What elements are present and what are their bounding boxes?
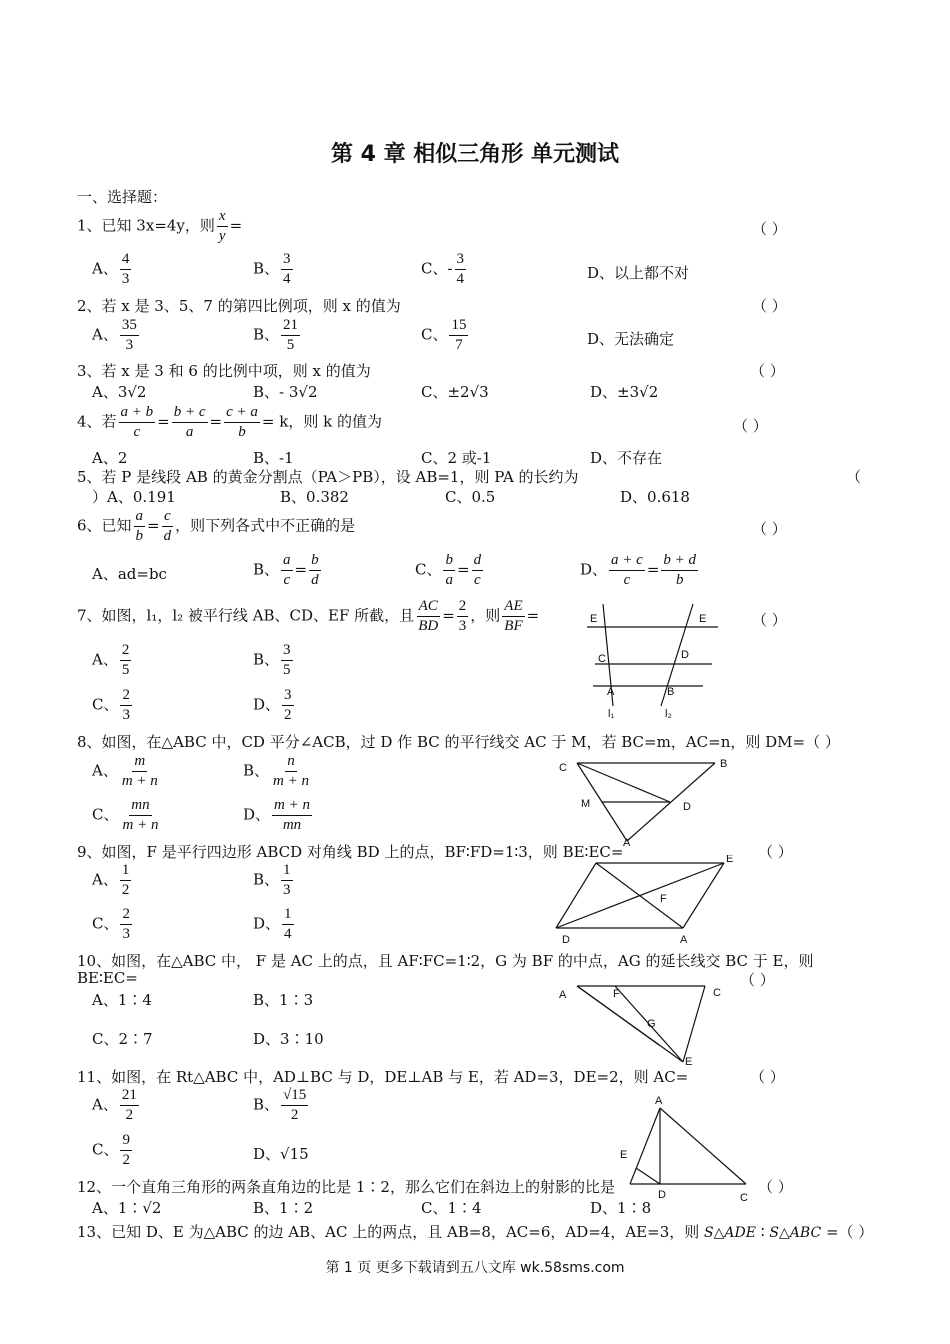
fig7-label-D: D: [681, 649, 689, 661]
fig10-label-F: F: [613, 988, 620, 1000]
q2-option-c: C、 $\frac{15}{7}$: [421, 317, 467, 353]
q2-option-b: B、 $\frac{21}{5}$: [253, 317, 299, 353]
q12-option-d: D、1∶8: [590, 1199, 652, 1217]
q11-option-c: C、 $\frac{9}{2}$: [92, 1132, 130, 1168]
q9-option-a: A、 $\frac{1}{2}$: [92, 862, 130, 898]
question-10-line-2: BE∶EC=: [77, 969, 138, 987]
q2-option-d: D、无法确定: [587, 330, 675, 348]
question-1: [77, 207, 242, 246]
q10-answer-paren: （ ）: [740, 971, 775, 989]
q6-option-b: B、 $\frac{a}{c}$ = $\frac{b}{d}$: [253, 552, 319, 588]
q5-option-a: ）A、0.191: [92, 488, 176, 506]
figure-10-triangle: [555, 980, 730, 1072]
fig7-label-l2: l₂: [665, 708, 672, 720]
q10-option-a: A、1∶4: [92, 991, 152, 1009]
q5-option-c: C、0.5: [445, 488, 496, 506]
q8-option-d: D、 $\frac{m + n}{mn}$: [243, 797, 310, 833]
q3-option-d: D、±3√2: [590, 383, 659, 401]
figure-7-parallel-lines: [585, 600, 720, 722]
fig9-label-D: D: [562, 934, 570, 946]
q6-option-d: D、 $\frac{a + c}{c}$ = $\frac{b + d}{b}$: [580, 552, 697, 588]
question-9: 9、如图，F 是平行四边形 ABCD 对角线 BD 上的点，BF∶FD=1∶3，则 BE∶EC=: [77, 843, 624, 861]
q3-option-a: A、3√2: [92, 383, 147, 401]
q6-option-c: C、 $\frac{b}{a}$ = $\frac{d}{c}$: [415, 552, 482, 588]
q4-stem-end: = k，则 k 的值为: [261, 412, 382, 431]
q5-option-d: D、0.618: [620, 488, 690, 506]
q5-paren-open: （: [846, 468, 862, 486]
q7-answer-paren: （ ）: [752, 611, 787, 629]
question-3: 3、若 x 是 3 和 6 的比例中项，则 x 的值为: [77, 362, 371, 380]
q1-option-b-value: $\frac{3}{4}$: [283, 251, 291, 287]
q4-answer-paren: （ ）: [733, 417, 768, 435]
q8-option-a: A、 $\frac{m}{m + n}$: [92, 753, 158, 789]
figure-9-parallelogram: [548, 855, 738, 947]
fig9-label-E: E: [726, 855, 734, 865]
q13-area-abc: S△ABC: [769, 1225, 822, 1241]
q11-option-b: B、 $\frac{√15}{2}$: [253, 1087, 307, 1123]
q10-option-d: D、3∶10: [253, 1030, 324, 1048]
figure-11-right-triangle: [612, 1090, 762, 1206]
fig10-label-A: A: [559, 989, 567, 1001]
fig11-label-A: A: [655, 1095, 663, 1107]
q6-stem-end: ，则下列各式中不正确的是: [175, 516, 356, 535]
q2-option-c-value: $\frac{15}{7}$: [451, 317, 467, 353]
question-6: 6、已知 $\frac{a}{b}$ = $\frac{c}{d}$ ，则下列各式中不正确的是: [77, 508, 356, 544]
q4-option-c: C、2 或-1: [421, 449, 492, 467]
question-12: 12、一个直角三角形的两条直角边的比是 1∶2，那么它们在斜边上的射影的比是: [77, 1178, 615, 1196]
q6-stem: 6、已知: [77, 516, 132, 535]
q1-option-a: A、 $\frac{4}{3}$: [92, 251, 130, 287]
fig8-label-B: B: [720, 758, 728, 770]
page-footer: 第 1 页 更多下载请到五八文库 wk.58sms.com: [325, 1260, 625, 1276]
q11-answer-paren: （ ）: [750, 1068, 785, 1086]
q12-option-b: B、1∶2: [253, 1199, 314, 1217]
q4-option-d: D、不存在: [590, 449, 663, 467]
question-2: 2、若 x 是 3、5、7 的第四比例项，则 x 的值为: [77, 297, 401, 315]
q2-option-b-value: $\frac{21}{5}$: [283, 317, 299, 353]
q7-option-d: D、 $\frac{3}{2}$: [253, 687, 292, 723]
q10-option-c: C、2∶7: [92, 1030, 153, 1048]
q4-stem: 4、若: [77, 412, 117, 431]
q11-option-a: A、 $\frac{21}{2}$: [92, 1087, 137, 1123]
q9-option-d: D、 $\frac{1}{4}$: [253, 906, 292, 942]
q8-option-c: C、 $\frac{mn}{m + n}$: [92, 797, 159, 833]
section-heading: 一、选择题：: [77, 188, 168, 206]
question-4: 4、若 $\frac{a + b}{c}$ = $\frac{b + c}{a}$ = $\frac{c + a}{b}$ = k，则 k 的值为: [77, 404, 382, 440]
page-title: 第 4 章 相似三角形 单元测试: [331, 142, 619, 167]
q8-option-b: B、 $\frac{n}{m + n}$: [243, 753, 309, 789]
q1-stem: 1、已知 3x=4y，则: [77, 216, 215, 235]
q7-option-c: C、 $\frac{2}{3}$: [92, 687, 130, 723]
fig11-label-C: C: [740, 1192, 748, 1204]
q13-area-ade: S△ADE: [704, 1225, 756, 1241]
fig8-label-D: D: [683, 801, 691, 813]
q10-option-b: B、1∶3: [253, 991, 314, 1009]
fig7-label-l1: l₁: [608, 708, 615, 720]
fig8-label-M: M: [581, 798, 591, 810]
q12-answer-paren: （ ）: [758, 1178, 793, 1196]
q3-option-c: C、±2√3: [421, 383, 489, 401]
q1-equals: =: [229, 216, 243, 235]
question-11: 11、如图，在 Rt△ABC 中，AD⊥BC 与 D，DE⊥AB 与 E，若 AD=3，DE=2，则 AC=: [77, 1068, 689, 1086]
q7-stem: 7、如图，l₁，l₂ 被平行线 AB、CD、EF 所截，且: [77, 606, 415, 625]
q7-option-b: B、 $\frac{3}{5}$: [253, 642, 291, 678]
q12-option-a: A、1∶√2: [92, 1199, 162, 1217]
fig10-label-G: G: [647, 1018, 656, 1030]
q2-option-a: A、 $\frac{35}{3}$: [92, 317, 137, 353]
q1-option-c: C、- $\frac{3}{4}$: [421, 251, 465, 287]
figure-8-triangle: [555, 755, 735, 847]
q11-option-d: D、√15: [253, 1145, 309, 1163]
question-10-line-1: 10、如图，在△ABC 中， F 是 AC 上的点，且 AF∶FC=1∶2，G 为 BF 的中点，AG 的延长线交 BC 于 E，则: [77, 952, 814, 970]
q13-stem: 13、已知 D、E 为△ABC 的边 AB、AC 上的两点，且 AB=8，AC=6，AD=4，AE=3，则: [77, 1223, 700, 1241]
fig7-label-B: B: [667, 686, 675, 698]
fig10-label-E: E: [685, 1056, 693, 1068]
fig11-label-E: E: [620, 1149, 628, 1161]
q6-option-a: A、ad=bc: [92, 565, 167, 583]
fig7-label-E: E: [590, 613, 598, 625]
question-13: 13、已知 D、E 为△ABC 的边 AB、AC 上的两点，且 AB=8，AC=6，AD=4，AE=3，则 S△ADE ∶ S△ABC =（ ）: [77, 1223, 874, 1241]
question-8: 8、如图，在△ABC 中，CD 平分∠ACB，过 D 作 BC 的平行线交 AC 于 M，若 BC=m，AC=n，则 DM=（ ）: [77, 733, 840, 751]
q7-option-a: A、 $\frac{2}{5}$: [92, 642, 130, 678]
fig11-label-D: D: [658, 1189, 666, 1201]
q9-option-c: C、 $\frac{2}{3}$: [92, 906, 130, 942]
q1-option-c-value: $\frac{3}{4}$: [456, 251, 465, 287]
q2-answer-paren: （ ）: [752, 297, 787, 315]
q6-answer-paren: （ ）: [752, 520, 787, 538]
q3-answer-paren: （ ）: [750, 362, 785, 380]
fig7-label-F: E: [699, 613, 707, 625]
q9-option-b: B、 $\frac{1}{3}$: [253, 862, 291, 898]
q1-option-b: B、 $\frac{3}{4}$: [253, 251, 291, 287]
q1-answer-paren: （ ）: [752, 220, 787, 238]
fig9-label-A: A: [680, 934, 688, 946]
q1-fraction: $\frac{x}{y}$: [218, 208, 226, 244]
q1-option-d: D、以上都不对: [587, 264, 690, 282]
q3-option-b: B、- 3√2: [253, 383, 318, 401]
fig7-label-C: C: [598, 653, 606, 665]
q2-option-a-value: $\frac{35}{3}$: [121, 317, 137, 353]
fig7-label-A: A: [607, 686, 615, 698]
q1-option-a-value: $\frac{4}{3}$: [121, 251, 130, 287]
q4-option-a: A、2: [92, 449, 128, 467]
fig8-label-A: A: [623, 837, 631, 847]
question-7: 7、如图，l₁，l₂ 被平行线 AB、CD、EF 所截，且 $\frac{AC}{BD}$ = $\frac{2}{3}$ ，则 $\frac{AE}{BF}$ =: [77, 598, 540, 634]
q5-option-b: B、0.382: [280, 488, 349, 506]
question-5: 5、若 P 是线段 AB 的黄金分割点（PA＞PB），设 AB=1，则 PA 的长约为: [77, 468, 579, 486]
q4-option-b: B、-1: [253, 449, 294, 467]
q12-option-c: C、1∶4: [421, 1199, 482, 1217]
fig8-label-C: C: [559, 762, 567, 774]
fig9-label-F: F: [660, 893, 667, 905]
q9-answer-paren: （ ）: [758, 843, 793, 861]
fig10-label-C: C: [713, 987, 721, 999]
